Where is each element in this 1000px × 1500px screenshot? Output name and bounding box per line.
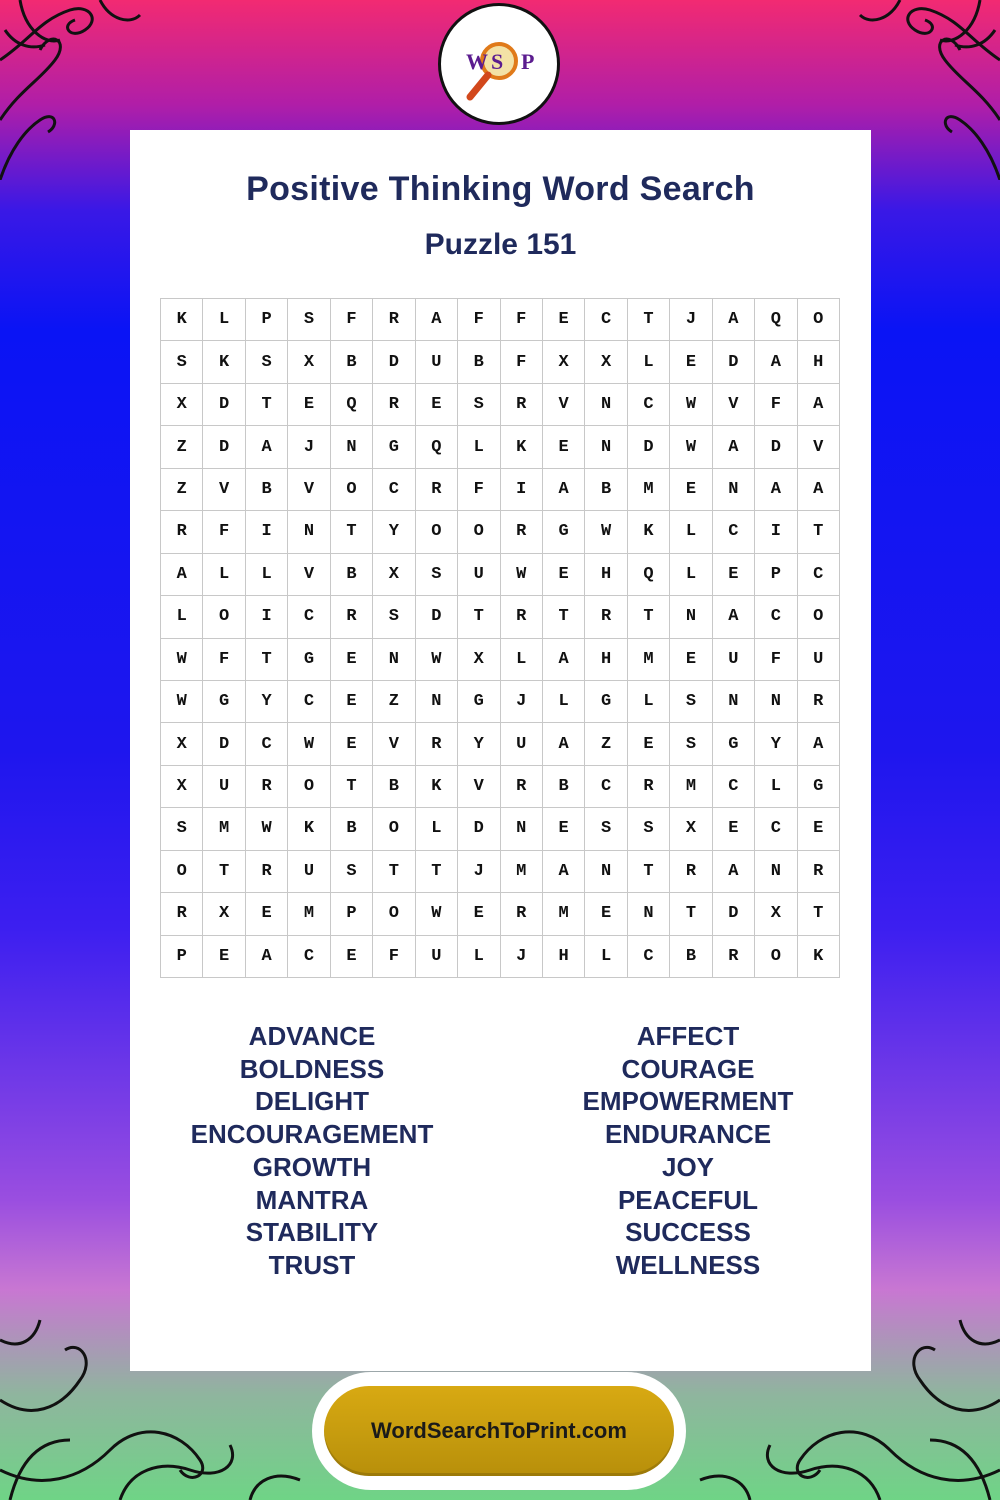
grid-cell[interactable]: C	[246, 723, 288, 765]
grid-cell[interactable]: E	[798, 808, 840, 850]
grid-cell[interactable]: E	[416, 384, 458, 426]
grid-cell[interactable]: K	[288, 808, 330, 850]
grid-cell[interactable]: L	[161, 596, 203, 638]
grid-cell[interactable]: R	[501, 596, 543, 638]
grid-cell[interactable]: K	[203, 341, 245, 383]
grid-cell[interactable]: A	[713, 851, 755, 893]
grid-cell[interactable]: L	[670, 511, 712, 553]
grid-cell[interactable]: V	[798, 426, 840, 468]
grid-cell[interactable]: O	[288, 766, 330, 808]
grid-cell[interactable]: W	[161, 681, 203, 723]
grid-cell[interactable]: T	[203, 851, 245, 893]
grid-cell[interactable]: K	[501, 426, 543, 468]
grid-cell[interactable]: T	[331, 511, 373, 553]
word-item: DELIGHT	[254, 1086, 370, 1117]
grid-cell[interactable]: V	[458, 766, 500, 808]
word-item: ENCOURAGEMENT	[190, 1119, 434, 1150]
grid-cell[interactable]: T	[458, 596, 500, 638]
grid-cell[interactable]: A	[543, 851, 585, 893]
grid-cell[interactable]: N	[416, 681, 458, 723]
grid-cell[interactable]: M	[288, 893, 330, 935]
grid-cell[interactable]: D	[203, 384, 245, 426]
grid-cell[interactable]: H	[798, 341, 840, 383]
grid-cell[interactable]: S	[670, 681, 712, 723]
grid-cell[interactable]: O	[798, 596, 840, 638]
grid-cell[interactable]: I	[246, 511, 288, 553]
grid-cell[interactable]: N	[288, 511, 330, 553]
grid-cell[interactable]: O	[373, 893, 415, 935]
grid-cell[interactable]: M	[628, 639, 670, 681]
grid-cell[interactable]: E	[670, 469, 712, 511]
grid-cell[interactable]: H	[543, 936, 585, 978]
grid-cell[interactable]: D	[458, 808, 500, 850]
grid-cell[interactable]: R	[246, 766, 288, 808]
grid-cell[interactable]: O	[798, 299, 840, 341]
grid-cell[interactable]: T	[373, 851, 415, 893]
grid-cell[interactable]: E	[331, 681, 373, 723]
grid-cell[interactable]: X	[161, 384, 203, 426]
grid-cell[interactable]: B	[585, 469, 627, 511]
grid-cell[interactable]: I	[755, 511, 797, 553]
grid-cell[interactable]: X	[585, 341, 627, 383]
logo-letter-s: S	[491, 49, 504, 74]
grid-cell[interactable]: W	[501, 554, 543, 596]
grid-cell[interactable]: W	[670, 426, 712, 468]
grid-cell[interactable]: O	[458, 511, 500, 553]
grid-cell[interactable]: G	[288, 639, 330, 681]
grid-cell[interactable]: R	[373, 299, 415, 341]
grid-cell[interactable]: F	[203, 511, 245, 553]
grid-cell[interactable]: W	[288, 723, 330, 765]
grid-cell[interactable]: A	[246, 426, 288, 468]
grid-cell[interactable]: X	[203, 893, 245, 935]
grid-cell[interactable]: D	[755, 426, 797, 468]
grid-cell[interactable]: C	[288, 936, 330, 978]
grid-cell[interactable]: K	[628, 511, 670, 553]
grid-cell[interactable]: U	[416, 341, 458, 383]
grid-cell[interactable]: G	[373, 426, 415, 468]
grid-cell[interactable]: V	[373, 723, 415, 765]
grid-cell[interactable]: Q	[416, 426, 458, 468]
grid-cell[interactable]: Z	[373, 681, 415, 723]
grid-cell[interactable]: M	[670, 766, 712, 808]
grid-cell[interactable]: X	[161, 723, 203, 765]
grid-cell[interactable]: A	[246, 936, 288, 978]
grid-cell[interactable]: O	[373, 808, 415, 850]
grid-cell[interactable]: V	[288, 469, 330, 511]
word-item: ENDURANCE	[604, 1119, 772, 1150]
grid-cell[interactable]: C	[288, 596, 330, 638]
grid-cell[interactable]: T	[798, 511, 840, 553]
grid-cell[interactable]: G	[203, 681, 245, 723]
grid-cell[interactable]: M	[543, 893, 585, 935]
grid-cell[interactable]: F	[203, 639, 245, 681]
grid-cell[interactable]: G	[585, 681, 627, 723]
word-item: WELLNESS	[615, 1249, 761, 1280]
grid-cell[interactable]: R	[713, 936, 755, 978]
wsp-logo	[438, 3, 560, 125]
grid-cell[interactable]: R	[416, 469, 458, 511]
grid-cell[interactable]: U	[501, 723, 543, 765]
grid-cell[interactable]: V	[203, 469, 245, 511]
grid-cell[interactable]: N	[670, 596, 712, 638]
grid-cell[interactable]: M	[501, 851, 543, 893]
grid-cell[interactable]: J	[458, 851, 500, 893]
grid-cell[interactable]: L	[755, 766, 797, 808]
grid-cell[interactable]: A	[798, 723, 840, 765]
grid-cell[interactable]: U	[203, 766, 245, 808]
grid-cell[interactable]: P	[331, 893, 373, 935]
grid-cell[interactable]: W	[416, 893, 458, 935]
grid-cell[interactable]: E	[713, 808, 755, 850]
grid-cell[interactable]: A	[161, 554, 203, 596]
grid-cell[interactable]: R	[798, 681, 840, 723]
grid-cell[interactable]: A	[543, 639, 585, 681]
grid-cell[interactable]: E	[331, 936, 373, 978]
grid-cell[interactable]: T	[416, 851, 458, 893]
grid-cell[interactable]: H	[585, 639, 627, 681]
grid-cell[interactable]: T	[798, 893, 840, 935]
grid-cell[interactable]: W	[585, 511, 627, 553]
word-item: TRUST	[268, 1249, 356, 1280]
grid-cell[interactable]: P	[755, 554, 797, 596]
grid-cell[interactable]: C	[373, 469, 415, 511]
grid-cell[interactable]: S	[246, 341, 288, 383]
grid-cell[interactable]: O	[416, 511, 458, 553]
grid-cell[interactable]: B	[543, 766, 585, 808]
grid-cell[interactable]: C	[713, 511, 755, 553]
grid-cell[interactable]: D	[713, 341, 755, 383]
grid-cell[interactable]: P	[161, 936, 203, 978]
grid-cell[interactable]: R	[161, 893, 203, 935]
grid-cell[interactable]: Y	[373, 511, 415, 553]
grid-cell[interactable]: X	[288, 341, 330, 383]
grid-cell[interactable]: W	[416, 639, 458, 681]
grid-cell[interactable]: X	[161, 766, 203, 808]
grid-cell[interactable]: G	[543, 511, 585, 553]
grid-cell[interactable]: J	[288, 426, 330, 468]
grid-cell[interactable]: N	[713, 469, 755, 511]
grid-cell[interactable]: F	[458, 469, 500, 511]
grid-cell[interactable]: V	[288, 554, 330, 596]
grid-cell[interactable]: L	[628, 341, 670, 383]
word-item: GROWTH	[252, 1151, 372, 1182]
grid-cell[interactable]: R	[501, 893, 543, 935]
grid-cell[interactable]: B	[458, 341, 500, 383]
letter-grid	[160, 298, 840, 978]
grid-cell[interactable]: C	[288, 681, 330, 723]
grid-cell[interactable]: F	[501, 299, 543, 341]
grid-cell[interactable]: N	[755, 851, 797, 893]
grid-cell[interactable]: U	[458, 554, 500, 596]
grid-cell[interactable]: Z	[161, 426, 203, 468]
grid-cell[interactable]: R	[501, 511, 543, 553]
grid-cell[interactable]: B	[246, 469, 288, 511]
grid-cell[interactable]: S	[416, 554, 458, 596]
grid-cell[interactable]: L	[203, 554, 245, 596]
grid-cell[interactable]: F	[373, 936, 415, 978]
grid-cell[interactable]: E	[331, 723, 373, 765]
grid-cell[interactable]: A	[543, 469, 585, 511]
grid-cell[interactable]: B	[670, 936, 712, 978]
grid-cell[interactable]: E	[670, 639, 712, 681]
word-item: ADVANCE	[248, 1021, 376, 1051]
grid-cell[interactable]: Q	[755, 299, 797, 341]
grid-cell[interactable]: G	[713, 723, 755, 765]
word-item: MANTRA	[255, 1184, 369, 1215]
grid-cell[interactable]: J	[670, 299, 712, 341]
word-item: AFFECT	[636, 1021, 740, 1051]
grid-cell[interactable]: M	[203, 808, 245, 850]
grid-cell[interactable]: F	[755, 639, 797, 681]
grid-cell[interactable]: R	[416, 723, 458, 765]
word-item: BOLDNESS	[239, 1053, 385, 1084]
grid-cell[interactable]: Q	[628, 554, 670, 596]
grid-cell[interactable]: R	[798, 851, 840, 893]
word-item: PEACEFUL	[617, 1184, 759, 1215]
grid-cell[interactable]: L	[458, 426, 500, 468]
grid-cell[interactable]: E	[203, 936, 245, 978]
grid-cell[interactable]: A	[713, 299, 755, 341]
grid-cell[interactable]: S	[670, 723, 712, 765]
grid-cell[interactable]: E	[543, 808, 585, 850]
grid-cell[interactable]: X	[458, 639, 500, 681]
grid-cell[interactable]: X	[373, 554, 415, 596]
grid-cell[interactable]: R	[331, 596, 373, 638]
grid-cell[interactable]: I	[246, 596, 288, 638]
grid-cell[interactable]: A	[798, 469, 840, 511]
grid-cell[interactable]: C	[585, 766, 627, 808]
grid-cell[interactable]: N	[585, 426, 627, 468]
grid-cell[interactable]: X	[670, 808, 712, 850]
grid-cell[interactable]: E	[288, 384, 330, 426]
grid-cell[interactable]: D	[416, 596, 458, 638]
grid-cell[interactable]: A	[755, 469, 797, 511]
grid-cell[interactable]: N	[585, 851, 627, 893]
grid-cell[interactable]: Y	[458, 723, 500, 765]
grid-cell[interactable]: T	[628, 299, 670, 341]
grid-cell[interactable]: S	[161, 808, 203, 850]
grid-cell[interactable]: E	[713, 554, 755, 596]
grid-cell[interactable]: T	[628, 596, 670, 638]
grid-cell[interactable]: A	[713, 596, 755, 638]
grid-cell[interactable]: L	[670, 554, 712, 596]
grid-cell[interactable]: E	[585, 893, 627, 935]
grid-cell[interactable]: K	[798, 936, 840, 978]
grid-cell[interactable]: C	[628, 384, 670, 426]
grid-cell[interactable]: C	[798, 554, 840, 596]
grid-cell[interactable]: A	[798, 384, 840, 426]
grid-cell[interactable]: O	[755, 936, 797, 978]
grid-cell[interactable]: F	[501, 341, 543, 383]
word-item: COURAGE	[621, 1053, 755, 1084]
grid-cell[interactable]: W	[246, 808, 288, 850]
grid-cell[interactable]: N	[501, 808, 543, 850]
grid-cell[interactable]: F	[331, 299, 373, 341]
grid-cell[interactable]: B	[331, 554, 373, 596]
grid-cell[interactable]: Z	[161, 469, 203, 511]
grid-cell[interactable]: S	[161, 341, 203, 383]
grid-cell[interactable]: U	[798, 639, 840, 681]
grid-cell[interactable]: R	[501, 766, 543, 808]
grid-cell[interactable]: Y	[246, 681, 288, 723]
grid-cell[interactable]: B	[331, 808, 373, 850]
grid-cell[interactable]: L	[203, 299, 245, 341]
grid-cell[interactable]: S	[458, 384, 500, 426]
grid-cell[interactable]: C	[755, 596, 797, 638]
word-item: STABILITY	[245, 1217, 379, 1248]
word-item: EMPOWERMENT	[582, 1086, 794, 1117]
grid-cell[interactable]: R	[670, 851, 712, 893]
grid-cell[interactable]: I	[501, 469, 543, 511]
logo-letter-w: W	[466, 49, 488, 74]
grid-cell[interactable]: B	[331, 341, 373, 383]
grid-cell[interactable]: B	[373, 766, 415, 808]
grid-cell[interactable]: D	[203, 426, 245, 468]
grid-cell[interactable]: K	[161, 299, 203, 341]
grid-cell[interactable]: O	[161, 851, 203, 893]
grid-cell[interactable]: C	[585, 299, 627, 341]
grid-cell[interactable]: E	[543, 426, 585, 468]
grid-cell[interactable]: T	[246, 384, 288, 426]
grid-cell[interactable]: S	[331, 851, 373, 893]
grid-cell[interactable]: F	[458, 299, 500, 341]
grid-cell[interactable]: S	[373, 596, 415, 638]
grid-cell[interactable]: L	[458, 936, 500, 978]
grid-cell[interactable]: R	[161, 511, 203, 553]
puzzle-sheet	[130, 130, 871, 1371]
word-list-left	[162, 1020, 462, 1282]
grid-cell[interactable]: G	[798, 766, 840, 808]
grid-cell[interactable]: D	[713, 893, 755, 935]
grid-cell[interactable]: E	[458, 893, 500, 935]
grid-cell[interactable]: O	[203, 596, 245, 638]
word-item: SUCCESS	[625, 1217, 751, 1248]
grid-cell[interactable]: T	[670, 893, 712, 935]
grid-cell[interactable]: L	[246, 554, 288, 596]
grid-cell[interactable]: U	[416, 936, 458, 978]
website-label: WordSearchToPrint.com	[371, 1418, 627, 1443]
grid-cell[interactable]: L	[585, 936, 627, 978]
word-item: JOY	[661, 1151, 715, 1182]
grid-cell[interactable]: M	[628, 469, 670, 511]
grid-cell[interactable]: T	[246, 639, 288, 681]
grid-cell[interactable]: N	[755, 681, 797, 723]
grid-cell[interactable]: E	[543, 299, 585, 341]
grid-cell[interactable]: V	[713, 384, 755, 426]
grid-cell[interactable]: D	[373, 341, 415, 383]
grid-cell[interactable]: A	[713, 426, 755, 468]
grid-cell[interactable]: R	[501, 384, 543, 426]
grid-cell[interactable]: D	[628, 426, 670, 468]
grid-cell[interactable]: Z	[585, 723, 627, 765]
grid-cell[interactable]: X	[755, 893, 797, 935]
grid-cell[interactable]: G	[458, 681, 500, 723]
grid-cell[interactable]: L	[501, 639, 543, 681]
grid-cell[interactable]: E	[543, 554, 585, 596]
grid-cell[interactable]: X	[543, 341, 585, 383]
grid-cell[interactable]: D	[203, 723, 245, 765]
grid-cell[interactable]: C	[713, 766, 755, 808]
grid-cell[interactable]: Y	[755, 723, 797, 765]
grid-cell[interactable]: F	[755, 384, 797, 426]
grid-cell[interactable]: Q	[331, 384, 373, 426]
grid-cell[interactable]: J	[501, 936, 543, 978]
grid-cell[interactable]: L	[628, 681, 670, 723]
grid-cell[interactable]: C	[755, 808, 797, 850]
grid-cell[interactable]: L	[416, 808, 458, 850]
grid-cell[interactable]: T	[628, 851, 670, 893]
grid-cell[interactable]: E	[331, 639, 373, 681]
grid-cell[interactable]: J	[501, 681, 543, 723]
grid-cell[interactable]: A	[416, 299, 458, 341]
grid-cell[interactable]: E	[670, 341, 712, 383]
grid-cell[interactable]: V	[543, 384, 585, 426]
website-button[interactable]	[324, 1386, 674, 1476]
grid-cell[interactable]: S	[628, 808, 670, 850]
grid-cell[interactable]: E	[628, 723, 670, 765]
grid-cell[interactable]: R	[373, 384, 415, 426]
grid-cell[interactable]: H	[585, 554, 627, 596]
grid-cell[interactable]: S	[585, 808, 627, 850]
grid-cell[interactable]: N	[373, 639, 415, 681]
grid-cell[interactable]: N	[713, 681, 755, 723]
logo-letter-p: P	[521, 49, 535, 74]
grid-cell[interactable]: W	[161, 639, 203, 681]
grid-cell[interactable]: C	[628, 936, 670, 978]
grid-cell[interactable]: E	[246, 893, 288, 935]
grid-cell[interactable]: A	[543, 723, 585, 765]
grid-cell[interactable]: A	[755, 341, 797, 383]
word-list-right	[538, 1020, 838, 1282]
grid-cell[interactable]: W	[670, 384, 712, 426]
grid-cell[interactable]: S	[288, 299, 330, 341]
grid-cell[interactable]: U	[713, 639, 755, 681]
grid-cell[interactable]: N	[331, 426, 373, 468]
grid-cell[interactable]: K	[416, 766, 458, 808]
grid-cell[interactable]: U	[288, 851, 330, 893]
grid-cell[interactable]: O	[331, 469, 373, 511]
puzzle-number: Puzzle 151	[424, 228, 577, 261]
grid-cell[interactable]: N	[585, 384, 627, 426]
grid-cell[interactable]: N	[628, 893, 670, 935]
grid-cell[interactable]: T	[331, 766, 373, 808]
grid-cell[interactable]: R	[246, 851, 288, 893]
page-title: Positive Thinking Word Search	[246, 170, 755, 208]
grid-cell[interactable]: R	[628, 766, 670, 808]
grid-cell[interactable]: P	[246, 299, 288, 341]
grid-cell[interactable]: L	[543, 681, 585, 723]
grid-cell[interactable]: T	[543, 596, 585, 638]
grid-cell[interactable]: R	[585, 596, 627, 638]
